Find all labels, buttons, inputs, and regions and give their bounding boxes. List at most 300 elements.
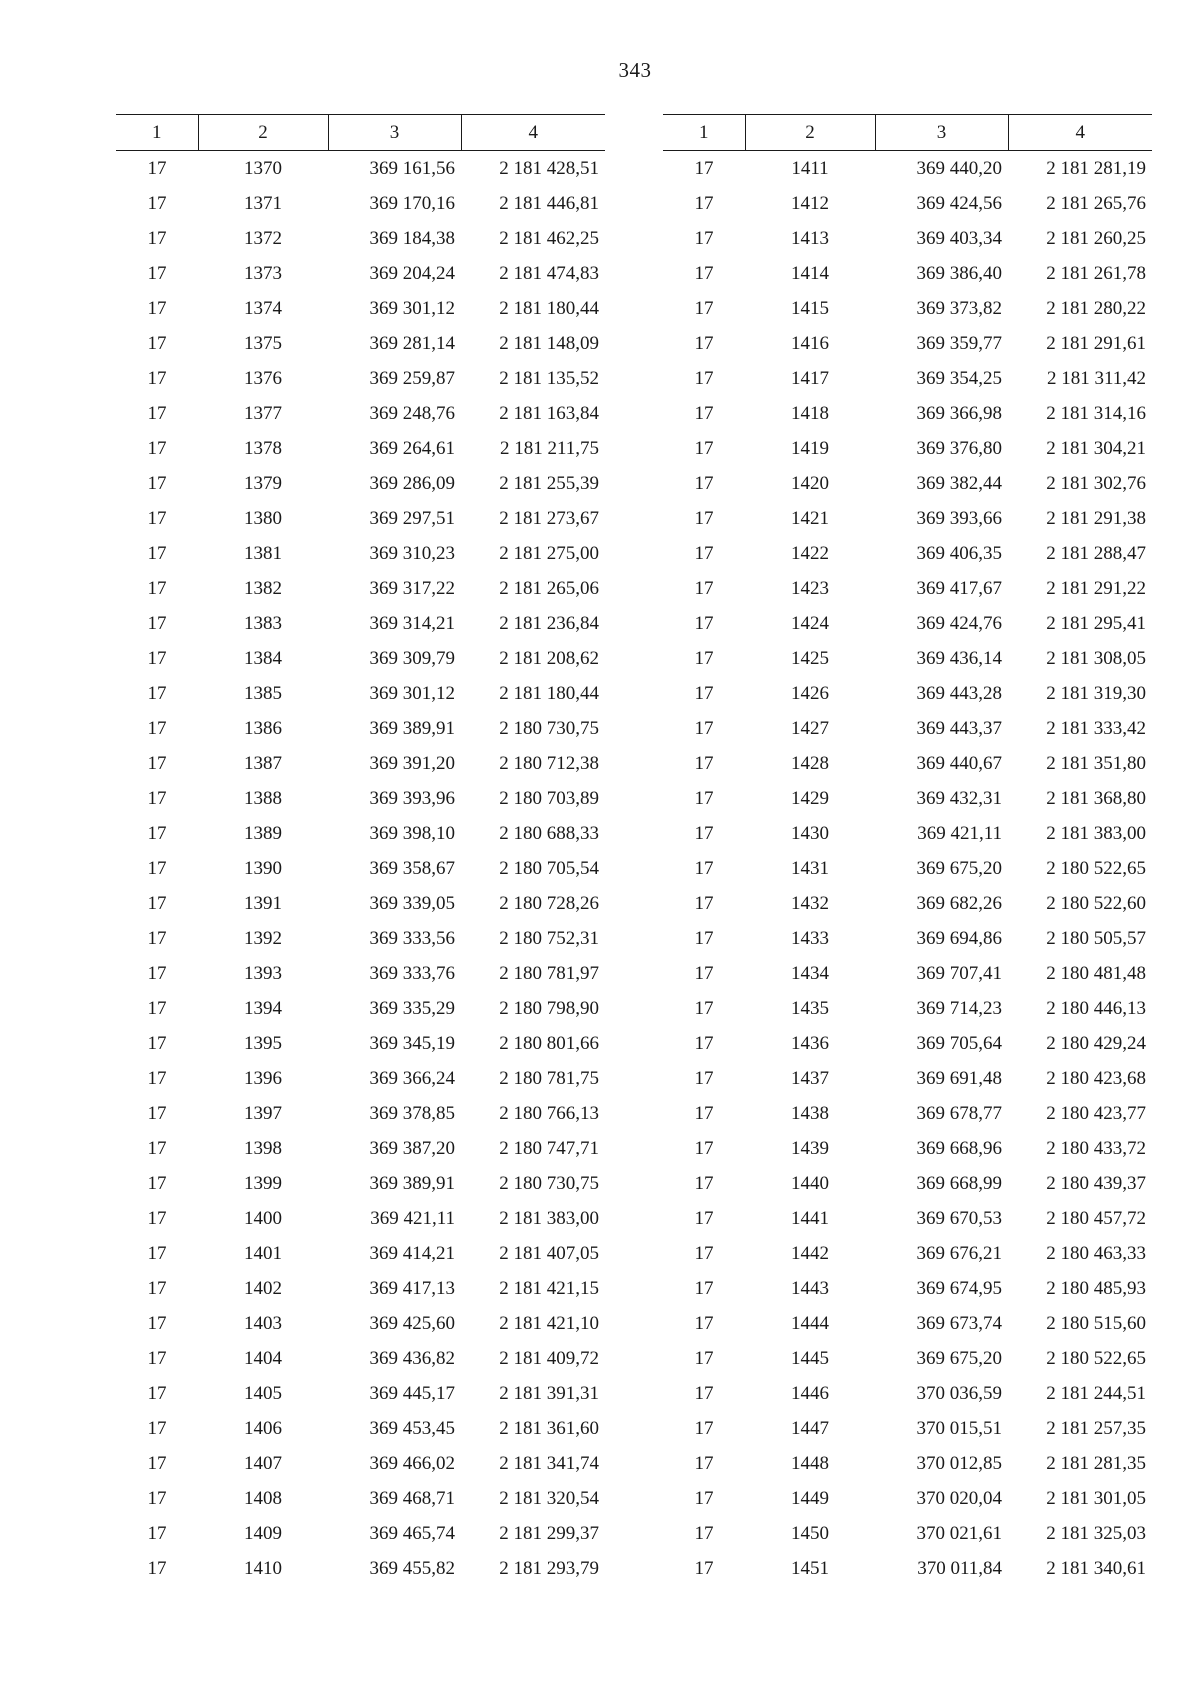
- table-row: [663, 466, 1152, 501]
- table-row: [663, 1201, 1152, 1236]
- coordinate-x-cell: 369 440,67: [916, 752, 1002, 774]
- point-number-cell: 1440: [791, 1172, 829, 1194]
- zone-cell: 17: [694, 612, 714, 634]
- table-row: [663, 361, 1152, 396]
- zone-cell: 17: [147, 927, 167, 949]
- coordinate-x-cell: 369 707,41: [916, 962, 1002, 984]
- zone-cell: 17: [147, 1312, 167, 1334]
- coordinate-y-cell: 2 181 295,41: [1046, 612, 1146, 634]
- table-row: [116, 921, 605, 956]
- table-header: [116, 115, 605, 151]
- zone-cell: 17: [147, 892, 167, 914]
- coordinate-y-cell: 2 180 485,93: [1046, 1277, 1146, 1299]
- zone-cell: 17: [694, 927, 714, 949]
- point-number-cell: 1409: [244, 1522, 282, 1544]
- point-number-cell: 1436: [791, 1032, 829, 1054]
- zone-cell: 17: [147, 1347, 167, 1369]
- zone-cell: 17: [147, 1207, 167, 1229]
- zone-cell: 17: [694, 1067, 714, 1089]
- coordinate-x-cell: 369 676,21: [916, 1242, 1002, 1264]
- zone-cell: 17: [694, 1277, 714, 1299]
- coordinate-y-cell: 2 181 462,25: [499, 227, 599, 249]
- point-number-cell: 1376: [244, 367, 282, 389]
- zone-cell: 17: [147, 1172, 167, 1194]
- table-row: [663, 746, 1152, 781]
- point-number-cell: 1445: [791, 1347, 829, 1369]
- coordinate-x-cell: 369 393,96: [369, 787, 455, 809]
- coordinate-x-cell: 369 675,20: [916, 1347, 1002, 1369]
- coordinate-y-cell: 2 181 293,79: [499, 1557, 599, 1579]
- coordinate-x-cell: 369 425,60: [369, 1312, 455, 1334]
- table-row: [663, 816, 1152, 851]
- coordinate-x-cell: 369 668,96: [916, 1137, 1002, 1159]
- zone-cell: 17: [694, 682, 714, 704]
- zone-cell: 17: [147, 1067, 167, 1089]
- coordinate-x-cell: 369 674,95: [916, 1277, 1002, 1299]
- coordinate-y-cell: 2 181 391,31: [499, 1382, 599, 1404]
- coordinate-y-cell: 2 181 275,00: [499, 542, 599, 564]
- table-row: [116, 466, 605, 501]
- point-number-cell: 1426: [791, 682, 829, 704]
- zone-cell: 17: [694, 1242, 714, 1264]
- coordinate-x-cell: 369 675,20: [916, 857, 1002, 879]
- point-number-cell: 1386: [244, 717, 282, 739]
- coordinate-x-cell: 369 301,12: [369, 297, 455, 319]
- coordinate-y-cell: 2 181 180,44: [499, 297, 599, 319]
- coordinate-y-cell: 2 181 340,61: [1046, 1557, 1146, 1579]
- point-number-cell: 1413: [791, 227, 829, 249]
- coordinate-y-cell: 2 181 351,80: [1046, 752, 1146, 774]
- point-number-cell: 1393: [244, 962, 282, 984]
- point-number-cell: 1373: [244, 262, 282, 284]
- coordinate-x-cell: 369 366,98: [916, 402, 1002, 424]
- zone-cell: 17: [147, 752, 167, 774]
- coordinate-y-cell: 2 180 752,31: [499, 927, 599, 949]
- coordinate-y-cell: 2 180 429,24: [1046, 1032, 1146, 1054]
- zone-cell: 17: [147, 507, 167, 529]
- zone-cell: 17: [147, 1102, 167, 1124]
- coordinate-y-cell: 2 181 320,54: [499, 1487, 599, 1509]
- zone-cell: 17: [694, 997, 714, 1019]
- coordinate-y-cell: 2 181 383,00: [1046, 822, 1146, 844]
- table-row: [116, 1201, 605, 1236]
- table-row: [663, 221, 1152, 256]
- zone-cell: 17: [694, 822, 714, 844]
- table-row: [663, 1481, 1152, 1516]
- coordinate-y-cell: 2 180 457,72: [1046, 1207, 1146, 1229]
- point-number-cell: 1396: [244, 1067, 282, 1089]
- coordinate-y-cell: 2 180 747,71: [499, 1137, 599, 1159]
- coordinate-x-cell: 369 398,10: [369, 822, 455, 844]
- table-row: [116, 1341, 605, 1376]
- zone-cell: 17: [147, 682, 167, 704]
- coordinate-x-cell: 369 391,20: [369, 752, 455, 774]
- coordinate-x-cell: 369 286,09: [369, 472, 455, 494]
- coordinate-x-cell: 369 170,16: [369, 192, 455, 214]
- point-number-cell: 1438: [791, 1102, 829, 1124]
- coordinate-x-cell: 370 021,61: [916, 1522, 1002, 1544]
- zone-cell: 17: [694, 472, 714, 494]
- zone-cell: 17: [694, 437, 714, 459]
- point-number-cell: 1412: [791, 192, 829, 214]
- table-row: [116, 851, 605, 886]
- table-row: [116, 886, 605, 921]
- table-row: [663, 921, 1152, 956]
- coordinate-x-cell: 369 358,67: [369, 857, 455, 879]
- column-header-2: 2: [745, 115, 875, 151]
- point-number-cell: 1378: [244, 437, 282, 459]
- coordinate-x-cell: 369 281,14: [369, 332, 455, 354]
- point-number-cell: 1403: [244, 1312, 282, 1334]
- coordinate-y-cell: 2 181 281,19: [1046, 157, 1146, 179]
- coordinate-x-cell: 369 310,23: [369, 542, 455, 564]
- coordinate-x-cell: 369 436,14: [916, 647, 1002, 669]
- coordinate-x-cell: 369 204,24: [369, 262, 455, 284]
- point-number-cell: 1394: [244, 997, 282, 1019]
- zone-cell: 17: [694, 962, 714, 984]
- coordinate-y-cell: 2 180 730,75: [499, 717, 599, 739]
- zone-cell: 17: [147, 1522, 167, 1544]
- table-row: [116, 641, 605, 676]
- zone-cell: 17: [147, 997, 167, 1019]
- zone-cell: 17: [694, 647, 714, 669]
- header-row: [116, 115, 605, 151]
- table-row: [663, 1026, 1152, 1061]
- coordinate-x-cell: 369 682,26: [916, 892, 1002, 914]
- coordinate-y-cell: 2 181 211,75: [499, 437, 599, 459]
- coordinate-x-cell: 369 376,80: [916, 437, 1002, 459]
- zone-cell: 17: [694, 717, 714, 739]
- point-number-cell: 1441: [791, 1207, 829, 1229]
- coordinate-x-cell: 369 705,64: [916, 1032, 1002, 1054]
- table-row: [116, 1166, 605, 1201]
- coordinate-y-cell: 2 180 801,66: [499, 1032, 599, 1054]
- coordinate-y-cell: 2 181 291,38: [1046, 507, 1146, 529]
- coordinate-y-cell: 2 180 481,48: [1046, 962, 1146, 984]
- zone-cell: 17: [147, 1417, 167, 1439]
- coordinate-y-cell: 2 180 423,68: [1046, 1067, 1146, 1089]
- zone-cell: 17: [147, 157, 167, 179]
- point-number-cell: 1449: [791, 1487, 829, 1509]
- zone-cell: 17: [147, 1032, 167, 1054]
- point-number-cell: 1443: [791, 1277, 829, 1299]
- point-number-cell: 1411: [791, 157, 829, 179]
- zone-cell: 17: [147, 542, 167, 564]
- point-number-cell: 1439: [791, 1137, 829, 1159]
- table-row: [116, 501, 605, 536]
- zone-cell: 17: [147, 1557, 167, 1579]
- zone-cell: 17: [694, 262, 714, 284]
- point-number-cell: 1381: [244, 542, 282, 564]
- coordinate-x-cell: 369 714,23: [916, 997, 1002, 1019]
- coordinate-y-cell: 2 181 273,67: [499, 507, 599, 529]
- zone-cell: 17: [694, 1102, 714, 1124]
- zone-cell: 17: [147, 962, 167, 984]
- zone-cell: 17: [694, 1172, 714, 1194]
- coordinate-x-cell: 369 345,19: [369, 1032, 455, 1054]
- table-row: [116, 1131, 605, 1166]
- point-number-cell: 1395: [244, 1032, 282, 1054]
- table-row: [116, 1271, 605, 1306]
- zone-cell: 17: [694, 752, 714, 774]
- table-row: [116, 676, 605, 711]
- coordinate-x-cell: 369 378,85: [369, 1102, 455, 1124]
- zone-cell: 17: [694, 1452, 714, 1474]
- coordinate-y-cell: 2 181 302,76: [1046, 472, 1146, 494]
- point-number-cell: 1391: [244, 892, 282, 914]
- point-number-cell: 1444: [791, 1312, 829, 1334]
- point-number-cell: 1447: [791, 1417, 829, 1439]
- point-number-cell: 1379: [244, 472, 282, 494]
- coordinate-x-cell: 369 161,56: [369, 157, 455, 179]
- zone-cell: 17: [147, 1487, 167, 1509]
- table-row: [663, 1446, 1152, 1481]
- coordinate-x-cell: 369 453,45: [369, 1417, 455, 1439]
- point-number-cell: 1398: [244, 1137, 282, 1159]
- coordinate-x-cell: 369 354,25: [916, 367, 1002, 389]
- table-row: [663, 431, 1152, 466]
- table-row: [663, 1061, 1152, 1096]
- coordinate-x-cell: 369 432,31: [916, 787, 1002, 809]
- coordinate-x-cell: 369 455,82: [369, 1557, 455, 1579]
- coordinate-x-cell: 369 317,22: [369, 577, 455, 599]
- coordinate-x-cell: 369 248,76: [369, 402, 455, 424]
- table-row: [116, 781, 605, 816]
- coordinate-y-cell: 2 181 265,06: [499, 577, 599, 599]
- coordinate-y-cell: 2 181 255,39: [499, 472, 599, 494]
- coordinate-x-cell: 369 421,11: [370, 1207, 455, 1229]
- coordinate-y-cell: 2 181 299,37: [499, 1522, 599, 1544]
- zone-cell: 17: [694, 1382, 714, 1404]
- zone-cell: 17: [694, 1487, 714, 1509]
- coordinate-x-cell: 369 414,21: [369, 1242, 455, 1264]
- point-number-cell: 1401: [244, 1242, 282, 1264]
- coordinate-y-cell: 2 181 333,42: [1046, 717, 1146, 739]
- zone-cell: 17: [694, 1032, 714, 1054]
- column-header-3: 3: [875, 115, 1008, 151]
- page-number: 343: [618, 58, 652, 82]
- coordinate-y-cell: 2 181 180,44: [499, 682, 599, 704]
- coordinate-x-cell: 369 393,66: [916, 507, 1002, 529]
- table-row: [116, 1061, 605, 1096]
- coordinate-x-cell: 369 443,28: [916, 682, 1002, 704]
- table-row: [663, 781, 1152, 816]
- table-row: [663, 956, 1152, 991]
- table-row: [116, 1446, 605, 1481]
- table-row: [663, 1516, 1152, 1551]
- table-row: [663, 291, 1152, 326]
- coordinate-y-cell: 2 180 730,75: [499, 1172, 599, 1194]
- table-row: [663, 851, 1152, 886]
- coordinate-x-cell: 369 670,53: [916, 1207, 1002, 1229]
- coordinate-y-cell: 2 180 433,72: [1046, 1137, 1146, 1159]
- zone-cell: 17: [694, 297, 714, 319]
- table-row: [663, 536, 1152, 571]
- point-number-cell: 1375: [244, 332, 282, 354]
- coordinate-x-cell: 369 424,76: [916, 612, 1002, 634]
- coordinate-x-cell: 369 301,12: [369, 682, 455, 704]
- zone-cell: 17: [147, 717, 167, 739]
- table-row: [116, 291, 605, 326]
- zone-cell: 17: [147, 472, 167, 494]
- coordinate-x-cell: 369 403,34: [916, 227, 1002, 249]
- point-number-cell: 1372: [244, 227, 282, 249]
- table-body-right: [663, 151, 1152, 1587]
- coordinate-y-cell: 2 180 705,54: [499, 857, 599, 879]
- zone-cell: 17: [694, 332, 714, 354]
- point-number-cell: 1425: [791, 647, 829, 669]
- point-number-cell: 1423: [791, 577, 829, 599]
- table-row: [663, 606, 1152, 641]
- column-header-3: 3: [328, 115, 461, 151]
- point-number-cell: 1450: [791, 1522, 829, 1544]
- point-number-cell: 1388: [244, 787, 282, 809]
- coordinate-y-cell: 2 181 446,81: [499, 192, 599, 214]
- coordinate-y-cell: 2 181 135,52: [499, 367, 599, 389]
- table-row: [116, 1026, 605, 1061]
- point-number-cell: 1434: [791, 962, 829, 984]
- coordinate-x-cell: 369 309,79: [369, 647, 455, 669]
- coordinate-y-cell: 2 181 341,74: [499, 1452, 599, 1474]
- zone-cell: 17: [147, 332, 167, 354]
- table-row: [663, 256, 1152, 291]
- coordinate-y-cell: 2 181 244,51: [1046, 1382, 1146, 1404]
- point-number-cell: 1390: [244, 857, 282, 879]
- coordinate-y-cell: 2 180 439,37: [1046, 1172, 1146, 1194]
- point-number-cell: 1377: [244, 402, 282, 424]
- point-number-cell: 1387: [244, 752, 282, 774]
- point-number-cell: 1418: [791, 402, 829, 424]
- column-header-1: 1: [663, 115, 745, 151]
- table-row: [116, 711, 605, 746]
- table-row: [116, 186, 605, 221]
- point-number-cell: 1410: [244, 1557, 282, 1579]
- table-row: [116, 991, 605, 1026]
- table-row: [663, 1131, 1152, 1166]
- point-number-cell: 1430: [791, 822, 829, 844]
- coordinate-y-cell: 2 180 688,33: [499, 822, 599, 844]
- coordinate-y-cell: 2 180 712,38: [499, 752, 599, 774]
- zone-cell: 17: [694, 1347, 714, 1369]
- table-row: [663, 501, 1152, 536]
- coordinate-y-cell: 2 181 311,42: [1046, 367, 1146, 389]
- zone-cell: 17: [694, 157, 714, 179]
- coordinate-y-cell: 2 181 421,10: [499, 1312, 599, 1334]
- table-row: [116, 396, 605, 431]
- point-number-cell: 1414: [791, 262, 829, 284]
- table-row: [116, 536, 605, 571]
- table-row: [116, 1481, 605, 1516]
- coordinate-y-cell: 2 181 304,21: [1046, 437, 1146, 459]
- coordinate-y-cell: 2 180 728,26: [499, 892, 599, 914]
- point-number-cell: 1399: [244, 1172, 282, 1194]
- point-number-cell: 1397: [244, 1102, 282, 1124]
- point-number-cell: 1371: [244, 192, 282, 214]
- table-row: [663, 1306, 1152, 1341]
- coordinate-x-cell: 369 297,51: [369, 507, 455, 529]
- coordinate-y-cell: 2 181 428,51: [499, 157, 599, 179]
- table-row: [663, 396, 1152, 431]
- zone-cell: 17: [147, 192, 167, 214]
- table-row: [663, 326, 1152, 361]
- column-header-1: 1: [116, 115, 198, 151]
- coordinate-x-cell: 369 184,38: [369, 227, 455, 249]
- zone-cell: 17: [694, 227, 714, 249]
- column-header-4: 4: [461, 115, 605, 151]
- point-number-cell: 1424: [791, 612, 829, 634]
- table-row: [663, 1376, 1152, 1411]
- point-number-cell: 1429: [791, 787, 829, 809]
- table-row: [663, 1236, 1152, 1271]
- coordinate-x-cell: 369 366,24: [369, 1067, 455, 1089]
- zone-cell: 17: [694, 192, 714, 214]
- table-row: [116, 1306, 605, 1341]
- coordinate-x-cell: 369 694,86: [916, 927, 1002, 949]
- table-row: [663, 1166, 1152, 1201]
- point-number-cell: 1432: [791, 892, 829, 914]
- coordinate-x-cell: 369 373,82: [916, 297, 1002, 319]
- coordinate-x-cell: 370 020,04: [916, 1487, 1002, 1509]
- coordinate-y-cell: 2 181 407,05: [499, 1242, 599, 1264]
- point-number-cell: 1370: [244, 157, 282, 179]
- zone-cell: 17: [147, 787, 167, 809]
- coordinate-x-cell: 370 012,85: [916, 1452, 1002, 1474]
- coordinate-y-cell: 2 181 361,60: [499, 1417, 599, 1439]
- table-row: [663, 151, 1152, 187]
- column-header-2: 2: [198, 115, 328, 151]
- zone-cell: 17: [147, 647, 167, 669]
- coordinate-y-cell: 2 181 236,84: [499, 612, 599, 634]
- coordinate-x-cell: 369 389,91: [369, 717, 455, 739]
- coordinate-y-cell: 2 180 781,75: [499, 1067, 599, 1089]
- table-row: [116, 1411, 605, 1446]
- point-number-cell: 1400: [244, 1207, 282, 1229]
- zone-cell: 17: [694, 1557, 714, 1579]
- point-number-cell: 1433: [791, 927, 829, 949]
- coordinate-y-cell: 2 181 208,62: [499, 647, 599, 669]
- point-number-cell: 1408: [244, 1487, 282, 1509]
- point-number-cell: 1442: [791, 1242, 829, 1264]
- coordinate-x-cell: 369 259,87: [369, 367, 455, 389]
- coordinate-x-cell: 369 465,74: [369, 1522, 455, 1544]
- point-number-cell: 1446: [791, 1382, 829, 1404]
- zone-cell: 17: [147, 1382, 167, 1404]
- zone-cell: 17: [147, 1277, 167, 1299]
- zone-cell: 17: [147, 1242, 167, 1264]
- header-row: [663, 115, 1152, 151]
- point-number-cell: 1428: [791, 752, 829, 774]
- point-number-cell: 1383: [244, 612, 282, 634]
- coordinate-y-cell: 2 181 409,72: [499, 1347, 599, 1369]
- point-number-cell: 1404: [244, 1347, 282, 1369]
- coordinate-y-cell: 2 181 280,22: [1046, 297, 1146, 319]
- coordinate-y-cell: 2 180 766,13: [499, 1102, 599, 1124]
- coordinate-x-cell: 369 691,48: [916, 1067, 1002, 1089]
- coordinate-x-cell: 369 678,77: [916, 1102, 1002, 1124]
- table-header: [663, 115, 1152, 151]
- coordinate-y-cell: 2 180 703,89: [499, 787, 599, 809]
- coordinate-y-cell: 2 181 261,78: [1046, 262, 1146, 284]
- point-number-cell: 1407: [244, 1452, 282, 1474]
- point-number-cell: 1420: [791, 472, 829, 494]
- zone-cell: 17: [694, 1312, 714, 1334]
- point-number-cell: 1382: [244, 577, 282, 599]
- table-row: [116, 956, 605, 991]
- coordinate-x-cell: 369 668,99: [916, 1172, 1002, 1194]
- zone-cell: 17: [147, 577, 167, 599]
- table-row: [663, 1551, 1152, 1586]
- coordinate-y-cell: 2 181 148,09: [499, 332, 599, 354]
